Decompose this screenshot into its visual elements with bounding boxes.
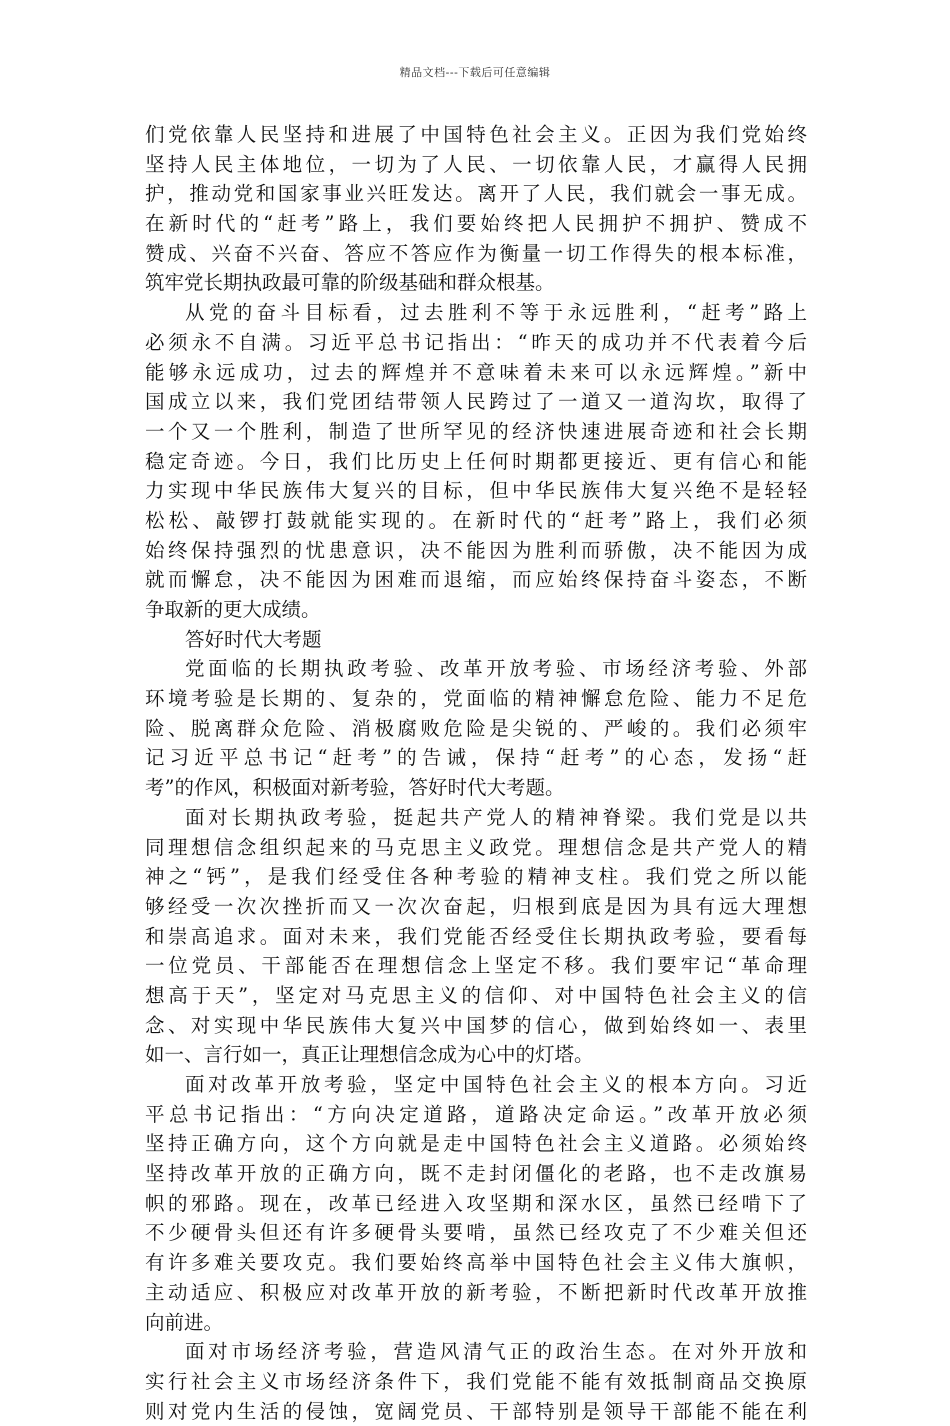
text-line: 面对改革开放考验，坚定中国特色社会主义的根本方向。习近 — [185, 1073, 807, 1096]
paragraph — [145, 1337, 807, 1426]
text-line: 松松、敲锣打鼓就能实现的。在新时代的“赶考”路上，我们必须 — [145, 508, 807, 532]
text-line: 实行社会主义市场经济条件下，我们党能不能有效抵制商品交换原 — [145, 1369, 807, 1393]
text-line: 考”的作风，积极面对新考验，答好时代大考题。 — [145, 776, 565, 800]
text-line: 同理想信念组织起来的马克思主义政党。理想信念是共产党人的精 — [145, 835, 807, 859]
text-line: 党面临的长期执政考验、改革开放考验、市场经济考验、外部 — [185, 657, 807, 681]
text-line: 始终保持强烈的忧患意识，决不能因为胜利而骄傲，决不能因为成 — [145, 538, 807, 562]
text-line: 坚持改革开放的正确方向，既不走封闭僵化的老路，也不走改旗易 — [145, 1162, 807, 1186]
text-line: 坚持正确方向，这个方向就是走中国特色社会主义道路。必须始终 — [145, 1132, 807, 1156]
text-line: 记习近平总书记“赶考”的告诫，保持“赶考”的心态，发扬“赶 — [145, 746, 807, 770]
text-line: 够经受一次次挫折而又一次次奋起，归根到底是因为具有远大理想 — [145, 894, 807, 918]
text-line: 就而懈怠，决不能因为困难而退缩，而应始终保持奋斗姿态，不断 — [145, 568, 807, 592]
text-line: 向前进。 — [145, 1310, 224, 1334]
text-line: 面对市场经济考验，营造风清气正的政治生态。在对外开放和 — [185, 1340, 807, 1364]
text-line: 如一、言行如一，真正让理想信念成为心中的灯塔。 — [145, 1043, 594, 1067]
paragraph — [145, 803, 807, 1070]
text-line: 答好时代大考题 — [185, 627, 322, 651]
text-line: 争取新的更大成绩。 — [145, 598, 321, 621]
page-header — [0, 64, 950, 80]
text-line: 稳定奇迹。今日，我们比历史上任何时期都更接近、更有信心和能 — [145, 449, 807, 473]
text-line: 有许多难关要攻克。我们要始终高举中国特色社会主义伟大旗帜， — [145, 1251, 807, 1275]
text-line: 主动适应、积极应对改革开放的新考验，不断把新时代改革开放推 — [145, 1280, 807, 1304]
paragraph — [145, 1070, 807, 1337]
text-line: 面对长期执政考验，挺起共产党人的精神脊梁。我们党是以共 — [185, 805, 807, 829]
text-line: 力实现中华民族伟大复兴的目标，但中华民族伟大复兴绝不是轻轻 — [145, 479, 807, 503]
text-line: 环境考验是长期的、复杂的，党面临的精神懈怠危险、能力不足危 — [145, 687, 807, 711]
text-line: 险、脱离群众危险、消极腐败危险是尖锐的、严峻的。我们必须牢 — [145, 716, 807, 740]
text-line: 平总书记指出：“方向决定道路，道路决定命运。”改革开放必须 — [145, 1102, 807, 1126]
paragraph — [145, 298, 807, 625]
text-line: 一位党员、干部能否在理想信念上坚定不移。我们要牢记“革命理 — [145, 954, 807, 978]
paragraph — [145, 625, 807, 655]
text-line: 国成立以来，我们党团结带领人民跨过了一道又一道沟坎，取得了 — [145, 390, 807, 414]
text-line: 想高于天”，坚定对马克思主义的信仰、对中国特色社会主义的信 — [145, 983, 807, 1007]
text-line: 帜的邪路。现在，改革已经进入攻坚期和深水区，虽然已经啃下了 — [145, 1191, 807, 1215]
document-body — [145, 120, 807, 1426]
text-line: 们党依靠人民坚持和进展了中国特色社会主义。正因为我们党始终 — [145, 123, 807, 146]
paragraph — [145, 120, 807, 298]
text-line: 护，推动党和国家事业兴旺发达。离开了人民，我们就会一事无成。 — [145, 182, 807, 206]
text-line: 赞成、兴奋不兴奋、答应不答应作为衡量一切工作得失的根本标准， — [145, 241, 807, 265]
page-header-text: 精品文档---下载后可任意编辑 — [399, 66, 551, 79]
text-line: 坚持人民主体地位，一切为了人民、一切依靠人民，才赢得人民拥 — [145, 152, 807, 176]
paragraph — [145, 654, 807, 802]
text-line: 不少硬骨头但还有许多硬骨头要啃，虽然已经攻克了不少难关但还 — [145, 1221, 807, 1245]
text-line: 念、对实现中华民族伟大复兴中国梦的信心，做到始终如一、表里 — [145, 1013, 807, 1037]
text-line: 和崇高追求。面对未来，我们党能否经受住长期执政考验，要看每 — [145, 924, 807, 948]
text-line: 能够永远成功，过去的辉煌并不意味着未来可以永远辉煌。”新中 — [145, 360, 807, 384]
text-line: 一个又一个胜利，制造了世所罕见的经济快速进展奇迹和社会长期 — [145, 419, 807, 443]
text-line: 从党的奋斗目标看，过去胜利不等于永远胜利，“赶考”路上 — [185, 301, 807, 325]
text-line: 则对党内生活的侵蚀，宽阔党员、干部特别是领导干部能不能在利 — [145, 1399, 807, 1423]
text-line: 必须永不自满。习近平总书记指出：“昨天的成功并不代表着今后 — [145, 330, 807, 354]
text-line: 神之“钙”，是我们经受住各种考验的精神支柱。我们党之所以能 — [145, 865, 807, 889]
text-line: 在新时代的“赶考”路上，我们要始终把人民拥护不拥护、赞成不 — [145, 212, 807, 236]
text-line: 筑牢党长期执政最可靠的阶级基础和群众根基。 — [145, 271, 555, 295]
